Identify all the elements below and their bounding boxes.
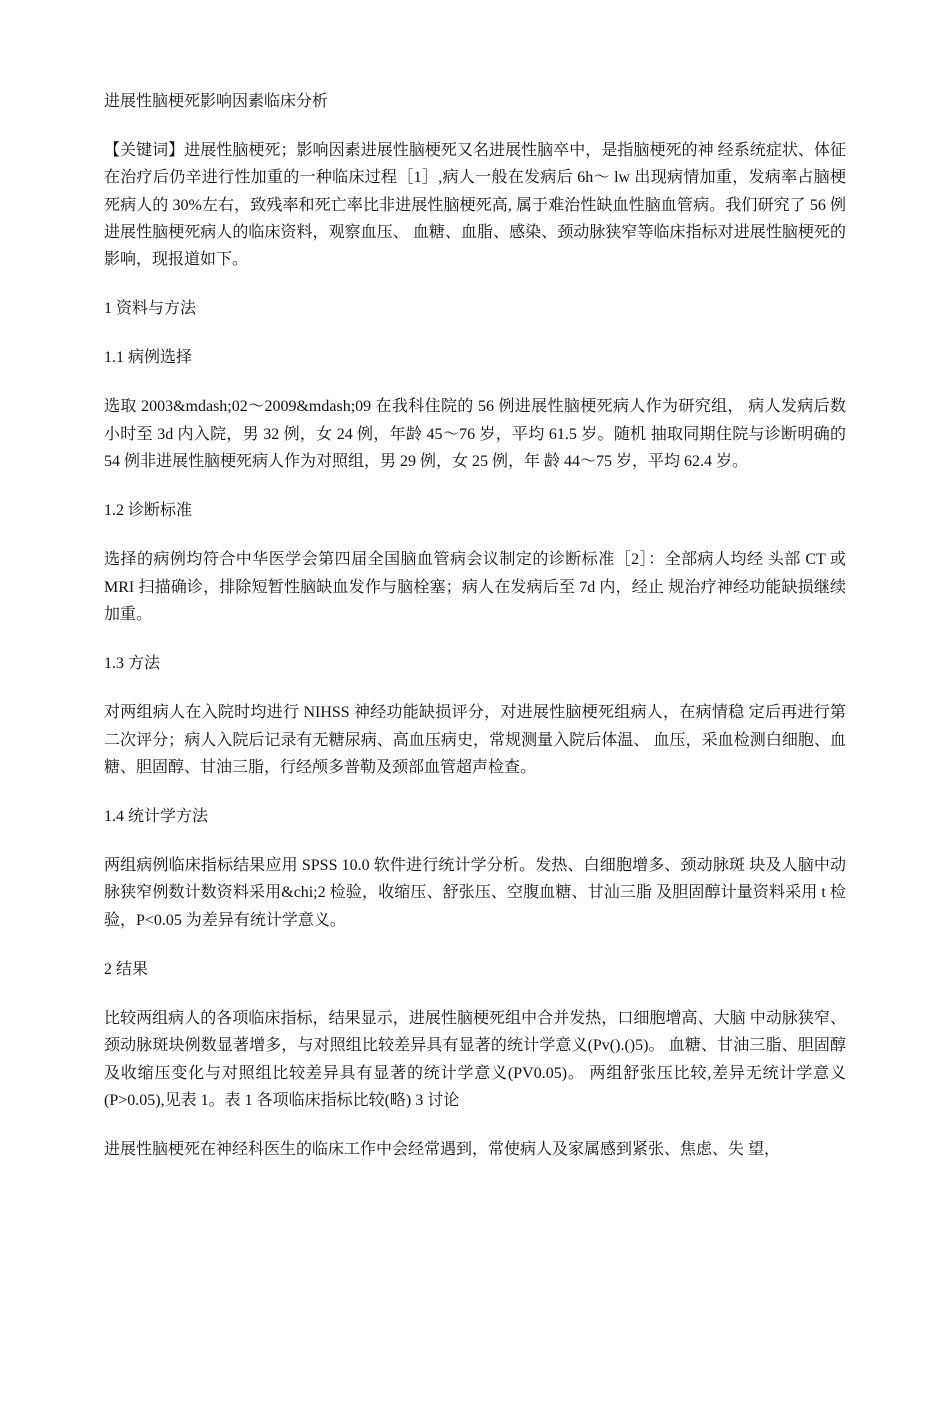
paragraph-results: 比较两组病人的各项临床指标，结果显示，进展性脑梗死组中合并发热，口细胞增高、大脑 中动脉狭窄、颈动脉斑块例数显著增多，与对照组比较差异具有显著的统计学意义(Pv().()5)。 血糖、甘油三脂、胆固醇及收缩压变化与对照组比较差异具有显著的统计学意义(PV0.05)。 两组舒张压比较,差异无统计学意义(P>0.05),见表 1。表 1 各项临床指标比较(略) 3 讨论: [104, 1010, 846, 1109]
paragraph-statistics: 两组病例临床指标结果应用 SPSS 10.0 软件进行统计学分析。发热、白细胞增多、颈动脉斑 块及人脑中动脉狭窄例数计数资料采用&chi;2 检验，收缩压、舒张压、空腹血糖、甘汕三脂 及胆固醇计量资料采用 t 检验，P<0.05 为差异有统计学意义。: [104, 857, 846, 929]
paragraph-methods: 对两组病人在入院时均进行 NIHSS 神经功能缺损评分，对进展性脑梗死组病人，在病情稳 定后再进行第二次评分；病人入院后记录有无糖尿病、高血压病史，常规测量入院后体温、 血压，采血检测白细胞、血糖、胆固醇、甘油三脂，行经颅多普勒及颈部血管超声检查。: [104, 704, 846, 776]
section-heading-2: 2 结果: [104, 961, 149, 979]
paragraph-diagnosis-criteria: 选择的病例均符合中华医学会第四届全国脑血管病会议制定的诊断标准［2］：全部病人均经 头部 CT 或 MRI 扫描确诊，排除短暂性脑缺血发作与脑栓塞；病人在发病后至 7d 内，经止 规治疗神经功能缺损继续加重。: [104, 551, 846, 623]
section-heading-1-4: 1.4 统计学方法: [104, 808, 209, 826]
document-body: [104, 88, 846, 1186]
keywords-paragraph: 【关键词】进展性脑梗死；影响因素进展性脑梗死又名进展性脑卒中，是指脑梗死的神 经系统症状、体征在治疗后仍辛进行性加重的一种临床过程［1］,病人一般在发病后 6h〜 lw 出现病情加重，发病率占脑梗死病人的 30%左右，致残率和死亡率比非进展性脑梗死高, 属于难治性缺血性脑血管病。我们研究了 56 例进展性脑梗死病人的临床资料，观察血压、 血糖、血脂、感染、颈动脉狭窄等临床指标对进展性脑梗死的影响，现报道如下。: [104, 142, 846, 269]
paragraph-discussion: 进展性脑梗死在神经科医生的临床工作中会经常遇到，常使病人及家属感到紧张、焦虑、失 望，: [104, 1141, 781, 1159]
section-heading-1-3: 1.3 方法: [104, 655, 161, 673]
section-heading-1-2: 1.2 诊断标准: [104, 502, 193, 520]
section-heading-1: 1 资料与方法: [104, 300, 197, 318]
paragraph-case-selection: 选取 2003&mdash;02〜2009&mdash;09 在我科住院的 56 例进展性脑梗死病人作为研究组， 病人发病后数小时至 3d 内入院，男 32 例，女 24 例，年龄 45〜76 岁，平均 61.5 岁。随机 抽取同期住院与诊断明确的 54 例非进展性脑梗死病人作为对照组，男 29 例，女 25 例，年 龄 44〜75 岁，平均 62.4 岁。: [104, 398, 846, 471]
section-heading-1-1: 1.1 病例选择: [104, 349, 193, 367]
document-title: 进展性脑梗死影响因素临床分析: [104, 93, 329, 110]
